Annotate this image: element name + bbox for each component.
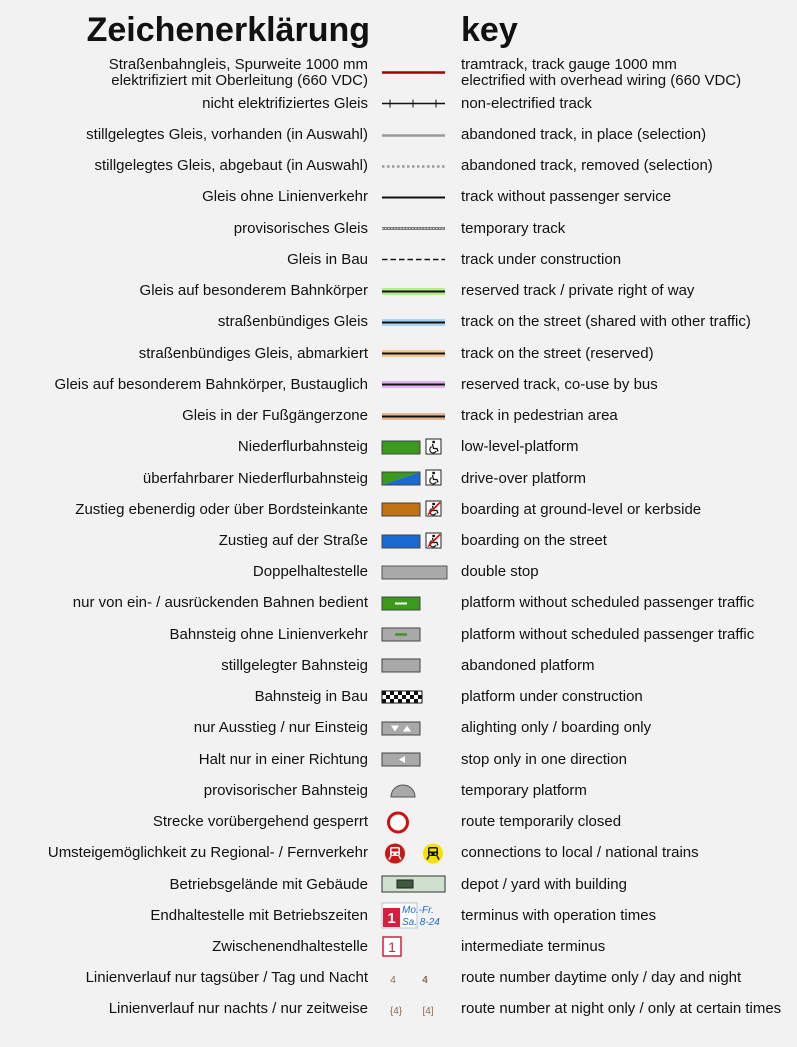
symbol-text: 1: [387, 910, 396, 928]
english-text-line: route number daytime only / day and night: [461, 969, 742, 987]
german-text-line: elektrifiziert mit Oberleitung (660 VDC): [111, 71, 368, 89]
legend-label-german: [221, 650, 368, 681]
german-text-line: Niederflurbahnsteig: [237, 438, 368, 456]
legend-row-abandoned-platform: [0, 650, 797, 681]
legend-label-german: [143, 463, 368, 494]
line-dashed-symbol: [380, 244, 448, 275]
legend-row-bus: [0, 369, 797, 400]
line-orange-icon: [380, 338, 448, 369]
plat-green-dash-symbol: [380, 588, 448, 619]
german-text-line: Halt nur in einer Richtung: [198, 750, 368, 768]
german-text-line: Gleis in Bau: [287, 250, 368, 268]
plat-green-dash-icon: [380, 588, 448, 619]
route-day-icon: [380, 963, 448, 994]
legend-label-german: [86, 963, 368, 994]
terminus-icon: [380, 900, 448, 931]
plat-green-icon: [380, 432, 448, 463]
legend-label-german: [212, 931, 368, 962]
english-text-line: reserved track / private right of way: [461, 282, 695, 300]
legend-label-english: [461, 713, 651, 744]
german-text-line: provisorisches Gleis: [233, 219, 368, 237]
plat-gray-icon: [380, 650, 448, 681]
legend-label-german: [182, 401, 368, 432]
legend-label-german: [86, 120, 368, 151]
legend-row-non-electrified: [0, 88, 797, 119]
legend-row-street: [0, 307, 797, 338]
legend-label-german: [170, 619, 368, 650]
german-text-line: Doppelhaltestelle: [252, 563, 368, 581]
legend-row-tramtrack: [0, 57, 797, 88]
legend-label-english: [461, 963, 741, 994]
plat-greenblue-icon: [380, 463, 448, 494]
line-gray-icon: [380, 120, 448, 151]
line-tan-icon: [380, 401, 448, 432]
legend-row-terminus-times: [0, 900, 797, 931]
legend-label-english: [461, 744, 627, 775]
plat-one-dir-icon: [380, 744, 448, 775]
plat-orange-icon: [380, 494, 448, 525]
legend-label-english: [461, 494, 701, 525]
line-gray-symbol: [380, 120, 448, 151]
legend-row-abandoned-removed: [0, 151, 797, 182]
legend-label-english: [461, 526, 607, 557]
legend-label-german: [109, 57, 368, 88]
english-text-line: track without passenger service: [461, 188, 672, 206]
depot-symbol: [380, 869, 448, 900]
legend-row-abandoned-in-place: [0, 120, 797, 151]
route-night-icon: [380, 994, 448, 1025]
line-green-icon: [380, 276, 448, 307]
legend-label-german: [202, 182, 368, 213]
legend-label-german: [48, 838, 368, 869]
legend-label-english: [461, 244, 621, 275]
legend-label-english: [461, 88, 592, 119]
line-dashed-icon: [380, 244, 448, 275]
legend-row-double-stop: [0, 557, 797, 588]
plat-arrows-icon: [380, 713, 448, 744]
english-text-line: track under construction: [461, 250, 622, 268]
english-text-line: alighting only / boarding only: [461, 719, 652, 737]
english-text-line: abandoned track, in place (selection): [461, 126, 707, 143]
german-text-line: Linienverlauf nur tagsüber / Tag und Nacht: [85, 969, 368, 987]
english-text-line: abandoned platform: [461, 656, 595, 674]
legend-row-one-direction: [0, 744, 797, 775]
line-temp-icon: [380, 213, 448, 244]
english-text-line: low-level-platform: [461, 438, 579, 456]
english-text-line: terminus with operation times: [461, 906, 657, 924]
legend-label-german: [109, 994, 368, 1025]
line-tan-symbol: [380, 401, 448, 432]
german-text-line: Straßenbahngleis, Spurweite 1000 mm: [108, 55, 368, 73]
legend-label-german: [139, 338, 368, 369]
legend-label-german: [170, 869, 368, 900]
plat-semicircle-symbol: [380, 775, 448, 806]
line-green-symbol: [380, 276, 448, 307]
english-text-line: reserved track, co-use by bus: [461, 375, 658, 393]
line-purple-symbol: [380, 369, 448, 400]
legend-label-english: [461, 120, 706, 151]
legend-label-english: [461, 900, 656, 931]
legend-label-german: [238, 432, 368, 463]
legend-row-on-street: [0, 526, 797, 557]
legend-label-english: [461, 151, 713, 182]
legend-label-english: [461, 401, 618, 432]
legend-row-alighting-boarding: [0, 713, 797, 744]
legend-label-german: [73, 588, 368, 619]
english-text-line: electrified with overhead wiring (660 VDC): [461, 71, 742, 89]
legend-row-street-reserved: [0, 338, 797, 369]
legend-row-pedestrian: [0, 401, 797, 432]
legend-label-german: [255, 682, 368, 713]
german-text-line: Strecke vorübergehend gesperrt: [152, 813, 368, 830]
english-text-line: temporary track: [461, 219, 566, 237]
german-text-line: Linienverlauf nur nachts / nur zeitweise: [108, 1000, 368, 1018]
line-blue-symbol: [380, 307, 448, 338]
legend-label-english: [461, 619, 754, 650]
german-text-line: Endhaltestelle mit Betriebszeiten: [150, 906, 368, 924]
english-text-line: boarding on the street: [461, 532, 607, 549]
legend-label-english: [461, 432, 579, 463]
symbol-text: Mo.-Fr.: [402, 905, 434, 917]
legend-label-english: [461, 682, 643, 713]
line-ticked-symbol: [380, 88, 448, 119]
trains-icon: [380, 838, 448, 869]
legend-row-connections: [0, 838, 797, 869]
legend-row-route-night: [0, 994, 797, 1025]
closed-ring-symbol: [380, 807, 448, 838]
english-text-line: boarding at ground-level or kerbside: [461, 500, 702, 518]
legend-row-route-closed: [0, 807, 797, 838]
english-text-line: intermediate terminus: [461, 937, 606, 955]
plat-blue-icon: [380, 526, 448, 557]
english-text-line: track in pedestrian area: [461, 407, 618, 424]
legend-row-temporary: [0, 213, 797, 244]
intermediate-symbol: [380, 931, 448, 962]
german-text-line: Zustieg auf der Straße: [218, 532, 368, 549]
legend-label-english: [461, 775, 587, 806]
english-text-line: temporary platform: [461, 781, 587, 799]
legend-label-english: [461, 182, 671, 213]
line-temp-symbol: [380, 213, 448, 244]
german-text-line: Umsteigemöglichkeit zu Regional- / Fernverkehr: [47, 844, 368, 862]
english-text-line: depot / yard with building: [461, 875, 627, 893]
plat-gray-dash-icon: [380, 619, 448, 650]
legend-label-german: [95, 151, 369, 182]
depot-icon: [380, 869, 448, 900]
english-text-line: stop only in one direction: [461, 750, 627, 768]
legend-label-german: [153, 807, 368, 838]
legend-label-english: [461, 338, 654, 369]
legend-label-english: [461, 650, 594, 681]
line-orange-symbol: [380, 338, 448, 369]
legend-label-english: [461, 557, 539, 588]
legend-row-reserved: [0, 276, 797, 307]
legend-row-low-level: [0, 432, 797, 463]
line-ticked-icon: [380, 88, 448, 119]
legend-label-english: [461, 588, 754, 619]
symbol-text: 4: [422, 974, 428, 986]
english-text-line: abandoned track, removed (selection): [461, 157, 713, 175]
legend-label-english: [461, 276, 694, 307]
legend-label-german: [253, 557, 368, 588]
line-black-icon: [380, 182, 448, 213]
plat-blue-symbol: [380, 526, 448, 557]
english-text-line: drive-over platform: [461, 469, 587, 487]
german-text-line: nur Ausstieg / nur Einsteig: [193, 719, 368, 737]
intermediate-icon: [380, 931, 448, 962]
line-gray-dotted-symbol: [380, 151, 448, 182]
legend-label-english: [461, 807, 621, 838]
legend-row-ground-level: [0, 494, 797, 525]
english-text-line: platform without scheduled passenger traffic: [461, 625, 755, 643]
english-text-line: route temporarily closed: [461, 813, 622, 830]
legend-row-depot: [0, 869, 797, 900]
legend-label-german: [219, 526, 368, 557]
legend-label-german: [150, 900, 368, 931]
route-day-symbol: [380, 963, 448, 994]
legend-row-route-day: [0, 963, 797, 994]
legend-label-german: [218, 307, 368, 338]
german-text-line: Gleis ohne Linienverkehr: [202, 188, 368, 206]
plat-one-dir-symbol: [380, 744, 448, 775]
german-text-line: stillgelegtes Gleis, vorhanden (in Auswahl): [86, 126, 368, 143]
legend-label-german: [204, 775, 368, 806]
german-text-line: nicht elektrifiziertes Gleis: [202, 94, 368, 112]
german-text-line: Bahnsteig in Bau: [254, 688, 368, 706]
legend-label-german: [194, 713, 368, 744]
english-text-line: platform under construction: [461, 688, 643, 706]
legend-label-german: [140, 276, 368, 307]
german-text-line: Gleis auf besonderem Bahnkörper: [139, 282, 368, 300]
legend-row-temporary-platform: [0, 775, 797, 806]
line-black-symbol: [380, 182, 448, 213]
german-text-line: Zwischenendhaltestelle: [212, 937, 368, 955]
german-text-line: nur von ein- / ausrückenden Bahnen bedient: [72, 594, 368, 612]
english-text-line: connections to local / national trains: [461, 844, 699, 862]
trains-symbol: [380, 838, 448, 869]
symbol-text: {4}: [389, 1005, 403, 1017]
legend-label-english: [461, 931, 605, 962]
german-text-line: Bahnsteig ohne Linienverkehr: [169, 625, 368, 643]
english-text-line: track on the street (reserved): [461, 344, 654, 362]
plat-orange-symbol: [380, 494, 448, 525]
legend-row-drive-over: [0, 463, 797, 494]
plat-double-icon: [380, 557, 448, 588]
legend-label-english: [461, 307, 751, 338]
german-text-line: straßenbündiges Gleis, abmarkiert: [138, 344, 368, 362]
legend-row-no-passenger: [0, 182, 797, 213]
legend-row-depot-runs: [0, 588, 797, 619]
legend-label-german: [54, 369, 368, 400]
german-text-line: stillgelegtes Gleis, abgebaut (in Auswahl): [94, 157, 368, 175]
closed-ring-icon: [380, 807, 448, 838]
legend-label-german: [199, 744, 368, 775]
german-text-line: stillgelegter Bahnsteig: [221, 656, 368, 674]
english-text-line: double stop: [461, 563, 539, 581]
plat-green-symbol: [380, 432, 448, 463]
legend-label-german: [234, 213, 368, 244]
legend-label-english: [461, 463, 586, 494]
plat-checker-symbol: [380, 682, 448, 713]
line-red-icon: [380, 57, 448, 88]
german-text-line: Gleis in der Fußgängerzone: [182, 407, 368, 424]
legend-label-german: [202, 88, 368, 119]
german-text-line: Betriebsgelände mit Gebäude: [169, 875, 368, 893]
symbol-text: [4]: [422, 1005, 434, 1017]
line-purple-icon: [380, 369, 448, 400]
legend-label-german: [75, 494, 368, 525]
line-blue-icon: [380, 307, 448, 338]
german-text-line: provisorischer Bahnsteig: [203, 781, 368, 799]
legend-title-german: Zeichenerklärung: [86, 11, 370, 49]
route-night-symbol: [380, 994, 448, 1025]
german-text-line: Gleis auf besonderem Bahnkörper, Bustauglich: [54, 375, 368, 393]
line-red-symbol: [380, 57, 448, 88]
english-text-line: route number at night only / only at certain times: [461, 1000, 782, 1018]
legend-title-english: key: [461, 11, 518, 49]
legend-row-no-service-platform: [0, 619, 797, 650]
line-gray-dotted-icon: [380, 151, 448, 182]
plat-semicircle-icon: [380, 775, 448, 806]
english-text-line: non-electrified track: [461, 94, 592, 112]
terminus-symbol: [380, 900, 448, 931]
german-text-line: überfahrbarer Niederflurbahnsteig: [142, 469, 368, 487]
legend-label-english: [461, 994, 781, 1025]
plat-arrows-symbol: [380, 713, 448, 744]
english-text-line: track on the street (shared with other traffic): [461, 313, 751, 331]
legend-row-intermediate-terminus: [0, 931, 797, 962]
legend-label-english: [461, 369, 658, 400]
plat-greenblue-symbol: [380, 463, 448, 494]
german-text-line: Zustieg ebenerdig oder über Bordsteinkante: [75, 500, 368, 518]
symbol-text: 1: [388, 939, 396, 956]
plat-double-symbol: [380, 557, 448, 588]
german-text-line: straßenbündiges Gleis: [217, 313, 368, 331]
legend-label-german: [287, 244, 368, 275]
legend-row-platform-construction: [0, 682, 797, 713]
plat-gray-symbol: [380, 650, 448, 681]
legend-label-english: [461, 213, 565, 244]
plat-checker-icon: [380, 682, 448, 713]
symbol-text: Sa. 8-24: [402, 917, 440, 929]
symbol-text: 4: [390, 974, 396, 986]
legend-label-english: [461, 869, 627, 900]
english-text-line: tramtrack, track gauge 1000 mm: [461, 55, 677, 73]
legend-row-under-construction: [0, 244, 797, 275]
plat-gray-dash-symbol: [380, 619, 448, 650]
legend-label-english: [461, 838, 699, 869]
legend-label-english: [461, 57, 741, 88]
english-text-line: platform without scheduled passenger traffic: [461, 594, 755, 612]
